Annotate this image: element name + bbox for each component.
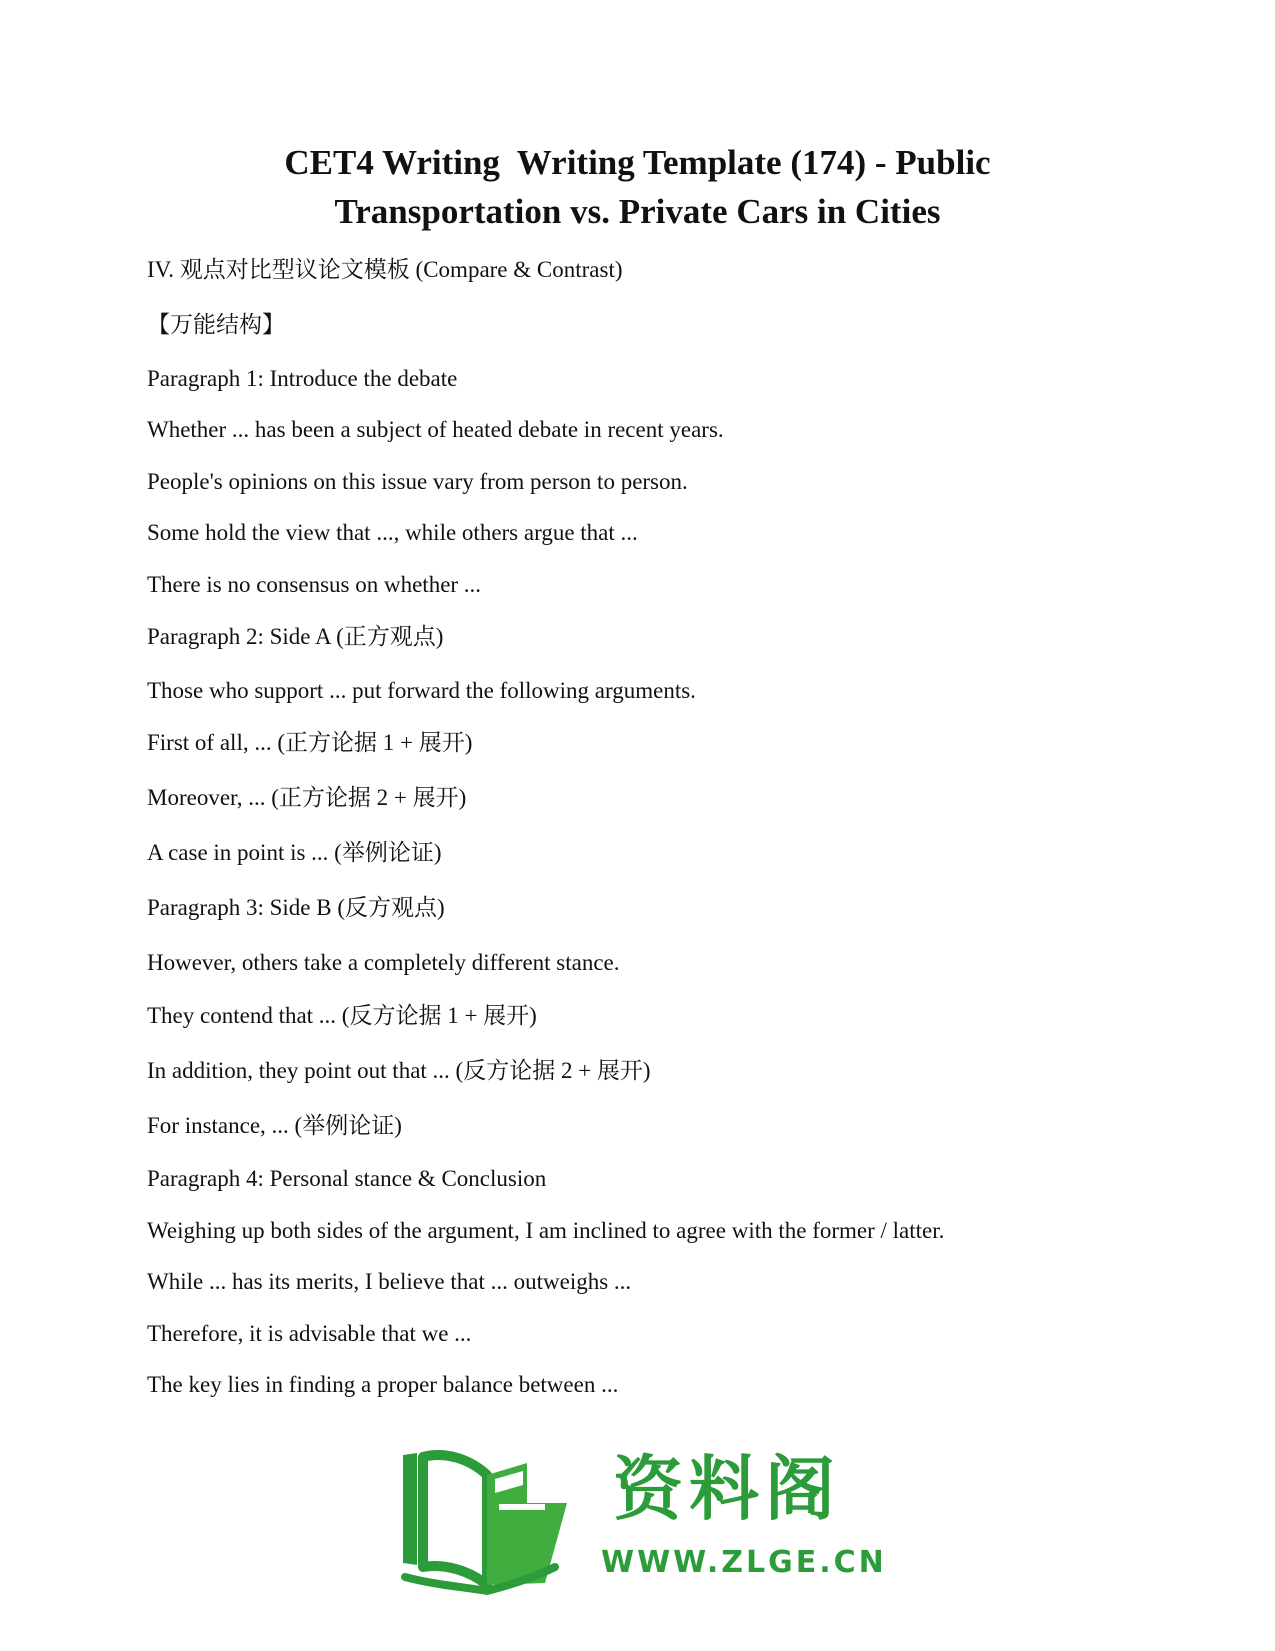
structure-heading: 【万能结构】 — [147, 312, 285, 337]
template-line: First of all, ... (正方论据 1 + 展开) — [147, 730, 473, 755]
book-logo-icon — [395, 1445, 595, 1595]
template-line: Whether ... has been a subject of heated debate in recent years. — [147, 417, 724, 442]
section-heading: IV. 观点对比型议论文模板 (Compare & Contrast) — [147, 257, 623, 282]
watermark-url: WWW.ZLGE.CN — [601, 1545, 887, 1580]
template-line: Some hold the view that ..., while others argue that ... — [147, 520, 638, 545]
template-line: People's opinions on this issue vary from person to person. — [147, 469, 688, 494]
template-line: The key lies in finding a proper balance between ... — [147, 1372, 619, 1397]
template-line: Therefore, it is advisable that we ... — [147, 1321, 472, 1346]
template-line: There is no consensus on whether ... — [147, 572, 482, 597]
paragraph-4-heading: Paragraph 4: Personal stance & Conclusion — [147, 1166, 547, 1191]
template-line: Moreover, ... (正方论据 2 + 展开) — [147, 785, 467, 810]
template-line: Those who support ... put forward the following arguments. — [147, 678, 696, 703]
template-line: However, others take a completely different stance. — [147, 950, 620, 975]
paragraph-2-heading: Paragraph 2: Side A (正方观点) — [147, 624, 444, 649]
title-line-2: Transportation vs. Private Cars in Cities — [334, 192, 941, 231]
document-title — [0, 138, 1275, 236]
template-line: For instance, ... (举例论证) — [147, 1113, 402, 1138]
title-line-1: CET4 Writing Writing Template (174) - Public — [284, 143, 991, 182]
template-line: They contend that ... (反方论据 1 + 展开) — [147, 1003, 537, 1028]
template-line: Weighing up both sides of the argument, I am inclined to agree with the former / latter. — [147, 1218, 945, 1243]
paragraph-3-heading: Paragraph 3: Side B (反方观点) — [147, 895, 445, 920]
paragraph-1-heading: Paragraph 1: Introduce the debate — [147, 366, 458, 391]
watermark-name: 资料阁 — [613, 1448, 841, 1530]
watermark — [395, 1445, 887, 1595]
template-line: While ... has its merits, I believe that ... outweighs ... — [147, 1269, 632, 1294]
template-line: A case in point is ... (举例论证) — [147, 840, 442, 865]
template-line: In addition, they point out that ... (反方论据 2 + 展开) — [147, 1058, 651, 1083]
